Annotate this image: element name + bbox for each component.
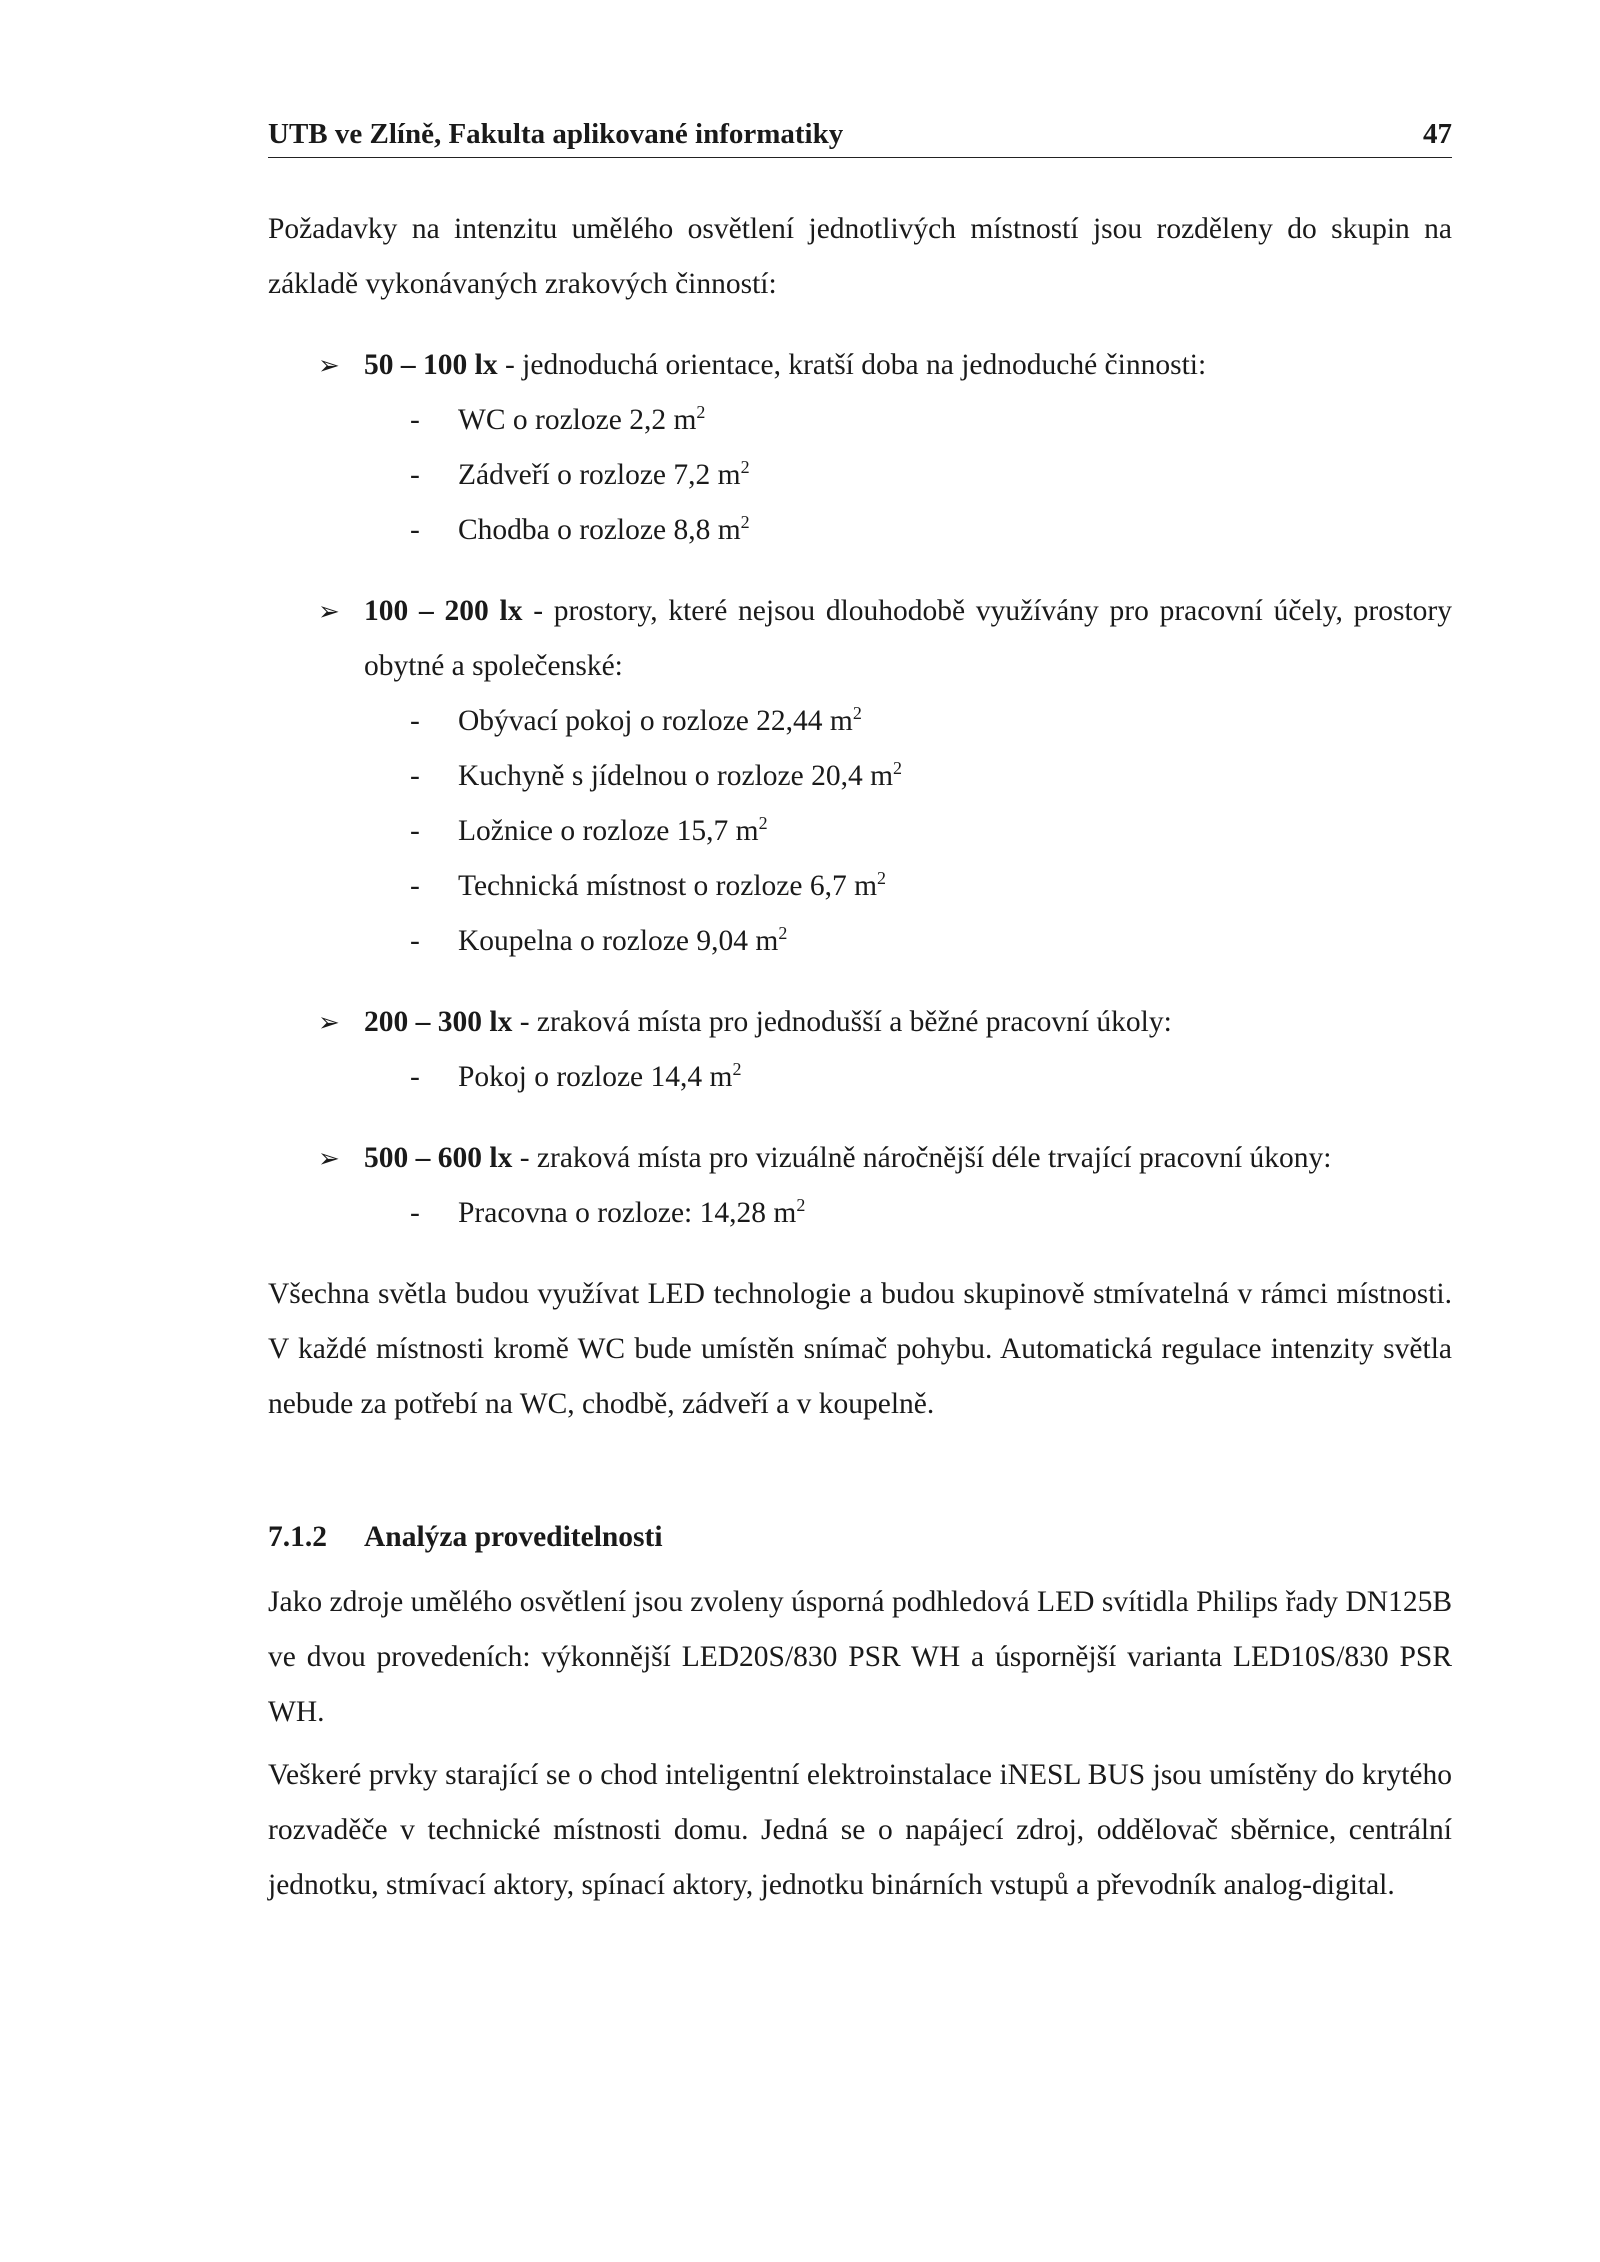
illuminance-group <box>268 584 1452 969</box>
dash-bullet: - <box>410 760 420 792</box>
room-text: Ložnice o rozloze 15,7 m <box>458 815 759 847</box>
lux-range: 50 – 100 lx <box>364 349 498 381</box>
room-text: Zádveří o rozloze 7,2 m <box>458 459 741 491</box>
dash-bullet: - <box>410 705 420 737</box>
lux-range: 100 – 200 lx <box>364 595 523 627</box>
list-item <box>268 1050 1452 1105</box>
section-heading <box>268 1510 1452 1565</box>
intro-paragraph: Požadavky na intenzitu umělého osvětlení jednotlivých místností jsou rozděleny do skupin na základě vykonávaných zrakových činností: <box>268 213 1452 300</box>
list-item <box>268 859 1452 914</box>
group-heading <box>268 584 1452 694</box>
page-number: 47 <box>1423 118 1452 150</box>
lux-range: 200 – 300 lx <box>364 1006 513 1038</box>
section-title: Analýza proveditelnosti <box>364 1521 663 1553</box>
group-description: - zraková místa pro vizuálně náročnější déle trvající pracovní úkony: <box>512 1142 1332 1174</box>
dash-bullet: - <box>410 870 420 902</box>
superscript: 2 <box>778 923 788 944</box>
dash-bullet: - <box>410 1061 420 1093</box>
dash-bullet: - <box>410 404 420 436</box>
header-title: UTB ve Zlíně, Fakulta aplikované informatiky <box>268 118 844 150</box>
lux-range: 500 – 600 lx <box>364 1142 513 1174</box>
list-item <box>268 503 1452 558</box>
superscript: 2 <box>758 813 768 834</box>
list-item <box>268 448 1452 503</box>
document-page <box>268 118 1452 1913</box>
summary-paragraph: Všechna světla budou využívat LED technologie a budou skupinově stmívatelná v rámci místnosti. V každé místnosti kromě WC bude umístěn snímač pohybu. Automatická regulace intenzity světla nebude za potřebí na WC, chodbě, zádveří a v koupelně. <box>268 1278 1452 1420</box>
dash-bullet: - <box>410 1197 420 1229</box>
superscript: 2 <box>740 457 750 478</box>
room-text: WC o rozloze 2,2 m <box>458 404 697 436</box>
arrow-bullet-icon: ➢ <box>318 351 340 380</box>
page-header <box>268 118 1452 158</box>
group-heading <box>268 338 1452 393</box>
arrow-bullet-icon: ➢ <box>318 1144 340 1173</box>
list-item <box>268 393 1452 448</box>
room-text: Koupelna o rozloze 9,04 m <box>458 925 779 957</box>
list-item <box>268 1186 1452 1241</box>
superscript: 2 <box>732 1059 742 1080</box>
list-item <box>268 804 1452 859</box>
room-text: Technická místnost o rozloze 6,7 m <box>458 870 878 902</box>
illuminance-group <box>268 1131 1452 1241</box>
arrow-bullet-icon: ➢ <box>318 1008 340 1037</box>
dash-bullet: - <box>410 514 420 546</box>
list-item <box>268 749 1452 804</box>
superscript: 2 <box>796 1195 806 1216</box>
group-description: - zraková místa pro jednodušší a běžné pracovní úkoly: <box>512 1006 1172 1038</box>
section-number: 7.1.2 <box>268 1521 327 1553</box>
paragraph-installation: Veškeré prvky starající se o chod inteligentní elektroinstalace iNESL BUS jsou umístěny do krytého rozvaděče v technické místnosti domu. Jedná se o napájecí zdroj, oddělovač sběrnice, centrální jednotku, stmívací aktory, spínací aktory, jednotku binárních vstupů a převodník analog-digital. <box>268 1759 1452 1901</box>
dash-bullet: - <box>410 459 420 491</box>
group-description: - prostory, které nejsou dlouhodobě využívány pro pracovní účely, prostory obytné a společenské: <box>364 595 1452 682</box>
illuminance-group <box>268 338 1452 558</box>
superscript: 2 <box>696 402 706 423</box>
paragraph-luminaires: Jako zdroje umělého osvětlení jsou zvoleny úsporná podhledová LED svítidla Philips řady DN125B ve dvou provedeních: výkonnější LED20S/830 PSR WH a úspornější varianta LED10S/830 PSR WH. <box>268 1586 1452 1728</box>
room-text: Chodba o rozloze 8,8 m <box>458 514 741 546</box>
list-item <box>268 694 1452 749</box>
group-description: - jednoduchá orientace, kratší doba na jednoduché činnosti: <box>497 349 1207 381</box>
dash-bullet: - <box>410 925 420 957</box>
room-text: Pracovna o rozloze: 14,28 m <box>458 1197 797 1229</box>
list-item <box>268 914 1452 969</box>
dash-bullet: - <box>410 815 420 847</box>
superscript: 2 <box>740 512 750 533</box>
room-text: Obývací pokoj o rozloze 22,44 m <box>458 705 853 737</box>
room-text: Kuchyně s jídelnou o rozloze 20,4 m <box>458 760 894 792</box>
superscript: 2 <box>852 703 862 724</box>
illuminance-group <box>268 995 1452 1105</box>
group-heading <box>268 1131 1452 1186</box>
group-heading <box>268 995 1452 1050</box>
arrow-bullet-icon: ➢ <box>318 597 340 626</box>
superscript: 2 <box>877 868 887 889</box>
room-text: Pokoj o rozloze 14,4 m <box>458 1061 733 1093</box>
superscript: 2 <box>893 758 903 779</box>
